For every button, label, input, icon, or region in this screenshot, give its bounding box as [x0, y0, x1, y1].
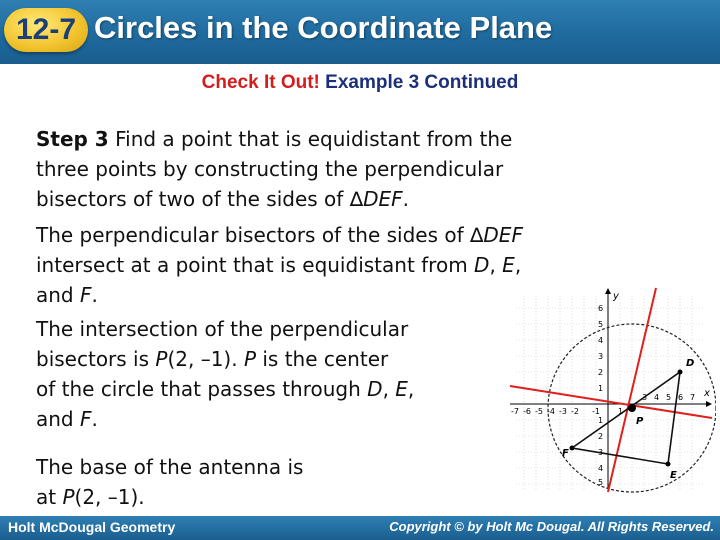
- tick-y-2: 2: [598, 368, 604, 377]
- step-line-3: [36, 184, 512, 214]
- tick-x-neg7: -7: [511, 407, 519, 416]
- var-f-2: F: [79, 407, 92, 431]
- intersection-text-3: of the circle that passes through: [36, 377, 368, 401]
- step-line-2: three points by constructing the perpendicular: [36, 157, 504, 181]
- label-e: E: [670, 470, 677, 481]
- graph-svg: [506, 286, 716, 494]
- step-text-1: Find a point that is equidistant from the: [115, 127, 513, 151]
- antenna-line-2: [36, 482, 303, 512]
- tick-y-4: 4: [598, 336, 604, 345]
- bisector-line-3: [36, 280, 523, 310]
- tick-y-neg3: 3: [598, 448, 604, 457]
- x-label: x: [704, 388, 710, 399]
- tick-x-1: 1: [618, 407, 624, 416]
- var-p-3: P: [62, 485, 75, 509]
- grid-lines: [516, 296, 704, 490]
- at-text: at: [36, 485, 63, 509]
- intersection-line-2: [36, 344, 414, 374]
- var-d-2: D: [367, 377, 383, 401]
- antenna-line-1: The base of the antenna is: [36, 455, 304, 479]
- label-d: D: [686, 358, 695, 369]
- step-period: .: [402, 187, 409, 211]
- comma-end-2: ,: [407, 377, 415, 401]
- tick-x-5: 5: [666, 393, 672, 402]
- var-d: D: [474, 253, 490, 277]
- tick-y-3: 3: [598, 352, 604, 361]
- tick-y-6: 6: [598, 304, 604, 313]
- var-f: F: [79, 283, 92, 307]
- point-p-dot: [628, 404, 636, 412]
- tick-x-4: 4: [654, 393, 660, 402]
- bisector-line-2: [36, 250, 523, 280]
- tick-x-3: 3: [642, 393, 648, 402]
- point-coords: (2, –1).: [167, 347, 244, 371]
- antenna-paragraph: [36, 452, 303, 512]
- tick-x-neg2: -2: [571, 407, 579, 416]
- coordinate-graph: [506, 286, 716, 494]
- tick-y-5: 5: [598, 320, 604, 329]
- comma: ,: [489, 253, 503, 277]
- step-label: Step 3: [36, 127, 109, 151]
- tick-y-neg5: 5: [598, 478, 604, 487]
- bisector-line-1: [36, 220, 523, 250]
- point-e-dot: [666, 462, 671, 467]
- subtitle-example: Example 3 Continued: [325, 72, 519, 93]
- tick-x-7: 7: [690, 393, 696, 402]
- var-e: E: [502, 253, 515, 277]
- bisector-text-2: intersect at a point that is equidistant from: [36, 253, 475, 277]
- subtitle: [0, 72, 720, 94]
- y-axis-arrow: [605, 288, 611, 294]
- tick-y-neg2: 2: [598, 432, 604, 441]
- footer-bar: [0, 516, 720, 540]
- tick-y-neg1: 1: [598, 416, 604, 425]
- triangle-def: ∆DEF: [349, 187, 403, 211]
- var-e-2: E: [395, 377, 408, 401]
- tick-x-neg5: -5: [535, 407, 543, 416]
- tick-y-neg4: 4: [598, 464, 604, 473]
- step-text-3: bisectors of two of the sides of: [36, 187, 350, 211]
- bisector-paragraph: [36, 220, 523, 310]
- intersection-text-2: bisectors is: [36, 347, 156, 371]
- label-p: P: [636, 416, 644, 427]
- period-2: .: [91, 407, 98, 431]
- step-line-1: [36, 124, 512, 154]
- lesson-number: 12-7: [15, 13, 77, 46]
- step-paragraph: [36, 124, 512, 214]
- lesson-badge: [4, 8, 88, 52]
- comma-end: ,: [514, 253, 522, 277]
- triangle-def-2: ∆DEF: [470, 223, 523, 247]
- intersection-line-1: The intersection of the perpendicular: [36, 317, 409, 341]
- header-bar: [0, 0, 720, 64]
- tick-x-6: 6: [678, 393, 684, 402]
- var-p-2: P: [243, 347, 256, 371]
- var-p: P: [155, 347, 168, 371]
- intersection-line-3: [36, 374, 414, 404]
- antenna-coords: (2, –1).: [74, 485, 145, 509]
- and-text: and: [36, 283, 80, 307]
- period: .: [91, 283, 98, 307]
- bisector-text-1: The perpendicular bisectors of the sides of: [36, 223, 471, 247]
- page-title: Circles in the Coordinate Plane: [94, 10, 553, 45]
- intersection-line-4: [36, 404, 414, 434]
- point-f-dot: [570, 446, 575, 451]
- comma-2: ,: [382, 377, 396, 401]
- tick-x-neg3: -3: [559, 407, 567, 416]
- footer-publisher: Holt McDougal Geometry: [8, 519, 176, 535]
- center-text: is the center: [256, 347, 389, 371]
- point-d-dot: [678, 370, 683, 375]
- tick-x-neg1: -1: [592, 407, 600, 416]
- tick-x-neg4: -4: [547, 407, 555, 416]
- and-text-2: and: [36, 407, 80, 431]
- x-axis-arrow: [706, 401, 712, 407]
- tick-y-1: 1: [598, 384, 604, 393]
- subtitle-check-it-out: Check It Out!: [201, 72, 320, 93]
- label-f: F: [562, 448, 569, 459]
- footer-copyright: Copyright © by Holt Mc Dougal. All Rights Reserved.: [389, 519, 714, 534]
- tick-x-neg6: -6: [523, 407, 531, 416]
- intersection-paragraph: [36, 314, 414, 434]
- y-label: y: [613, 291, 619, 302]
